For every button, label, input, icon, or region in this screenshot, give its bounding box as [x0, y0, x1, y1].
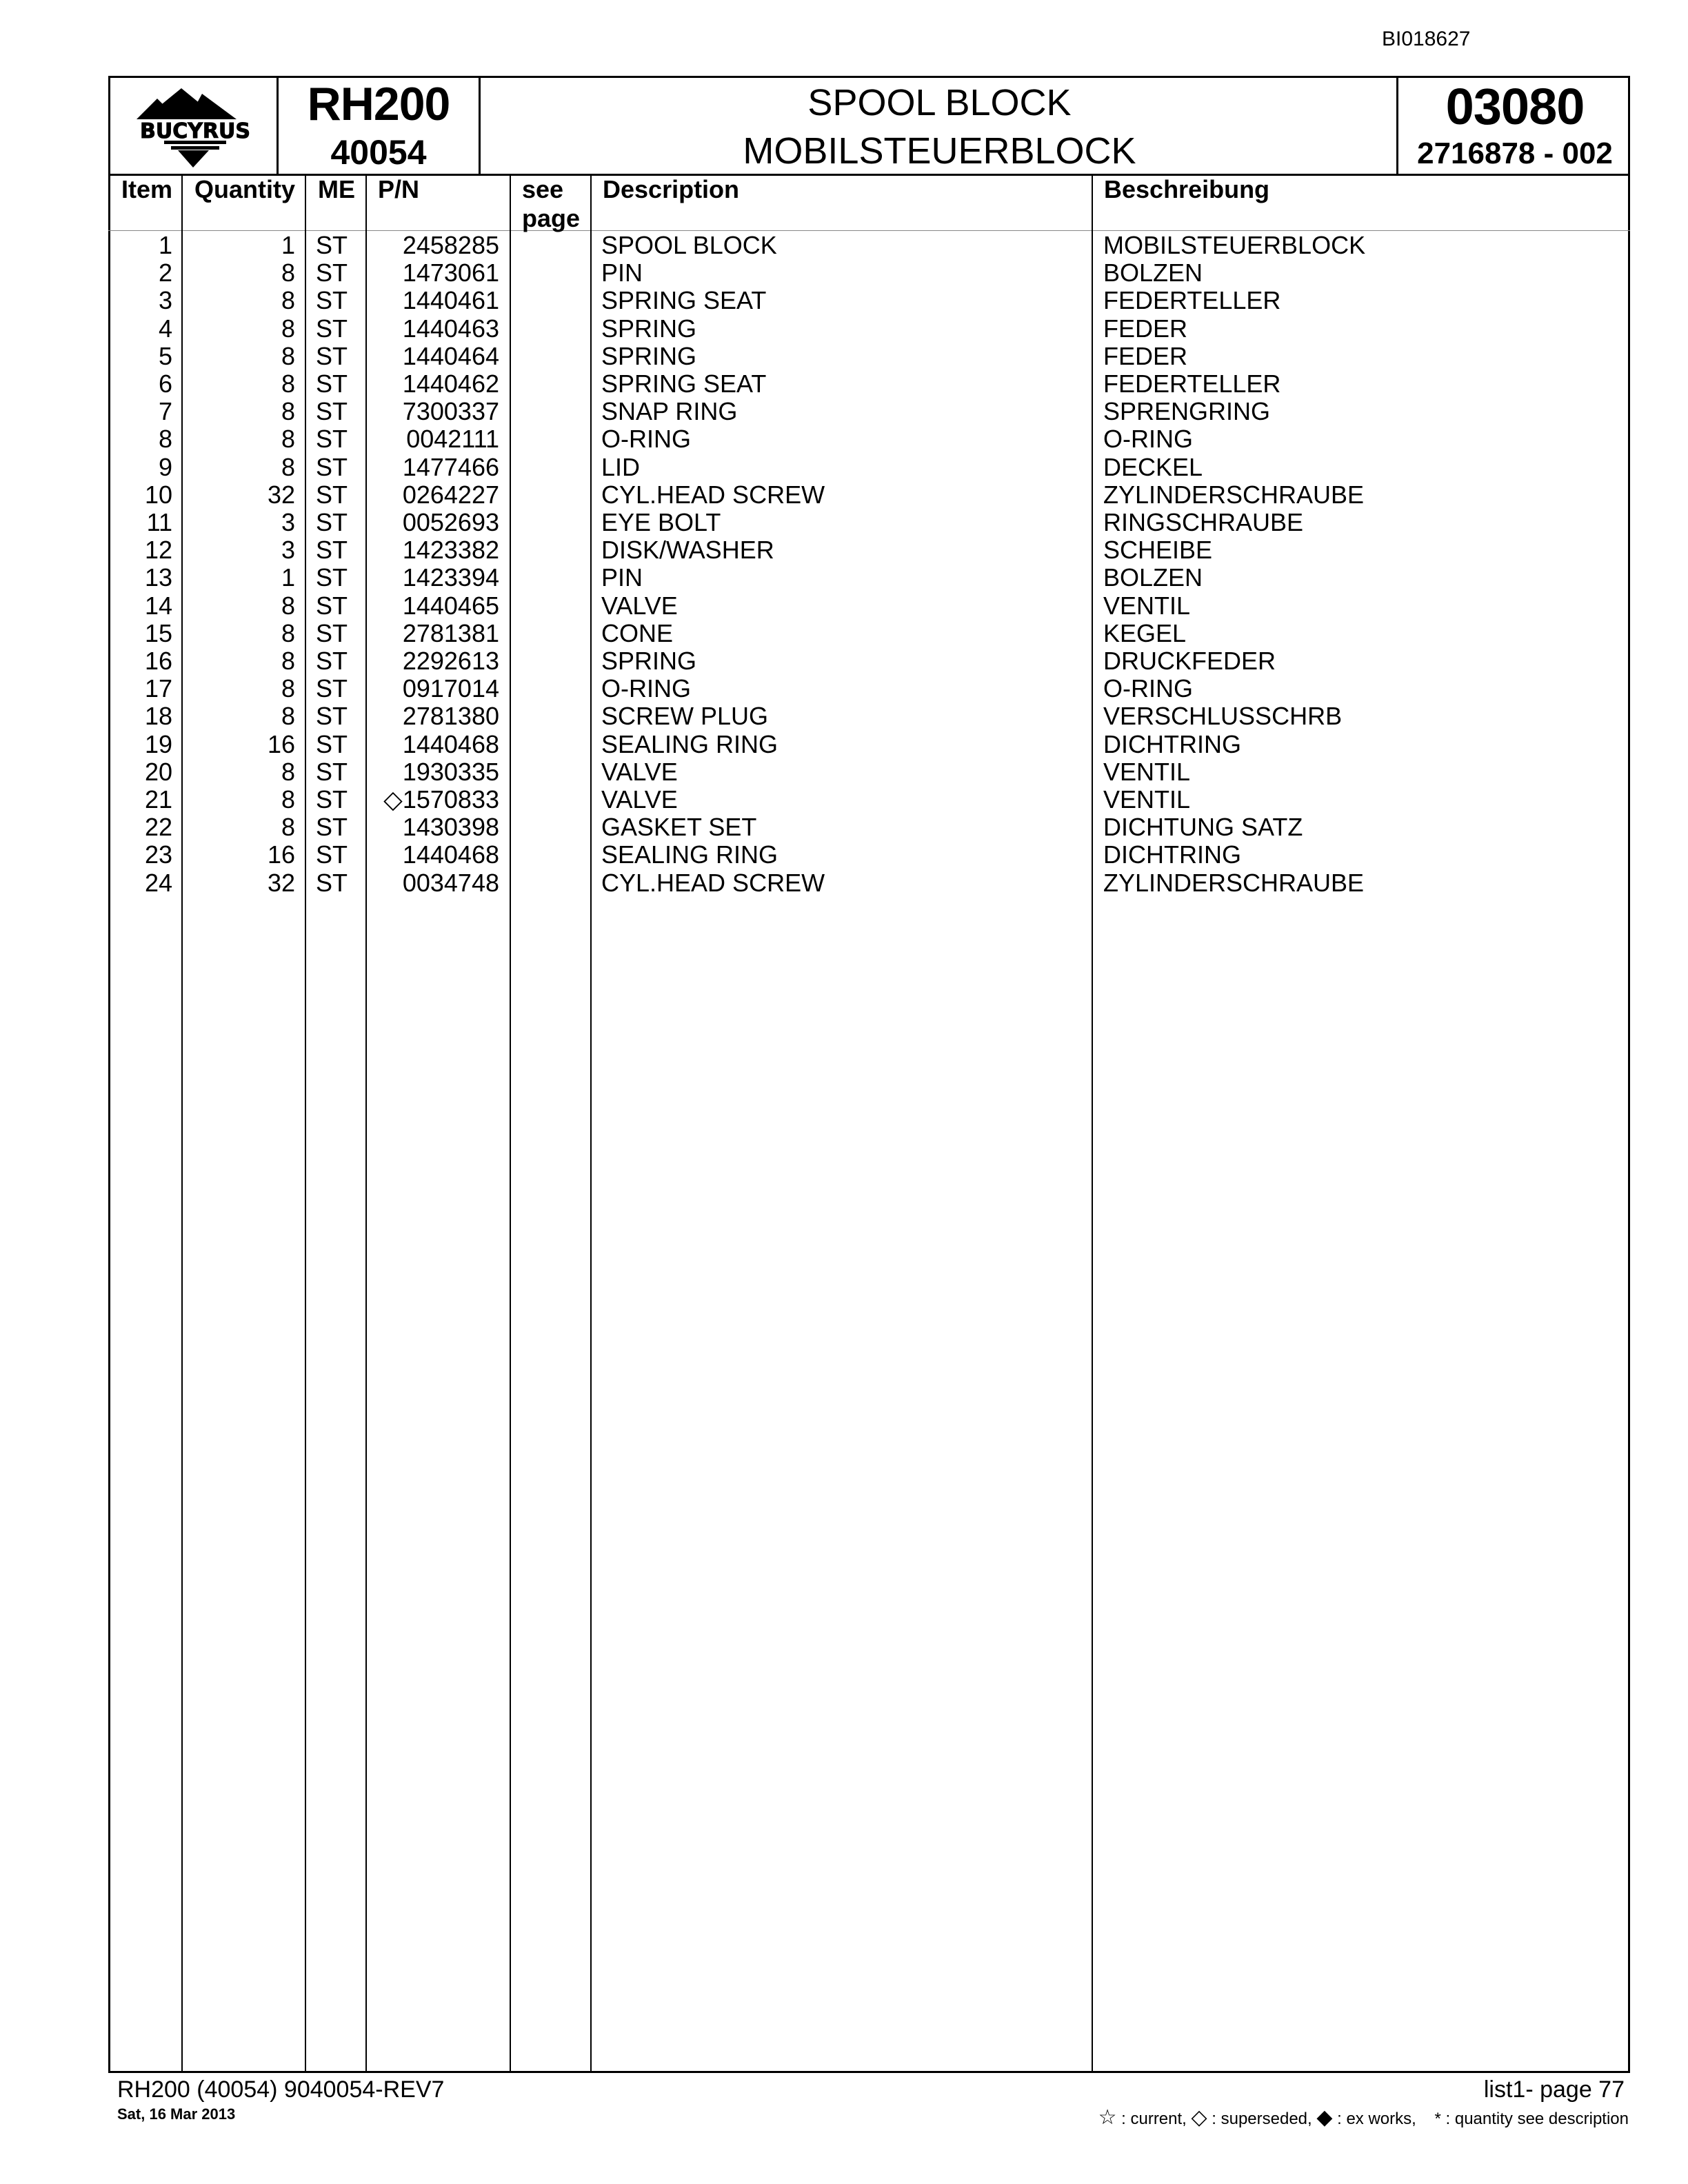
cell-pn: 1930335 — [402, 757, 499, 786]
cell-pn: 0042111 — [406, 425, 499, 454]
cell-pn: 2292613 — [402, 647, 499, 675]
cell-description: PIN — [601, 259, 643, 287]
column-header-see: see — [522, 175, 564, 203]
cell-item: 6 — [158, 370, 172, 398]
cell-description: SPRING — [601, 647, 697, 675]
cell-item: 8 — [158, 425, 172, 454]
cell-me: ST — [316, 425, 348, 454]
cell-description: SPRING SEAT — [601, 370, 767, 398]
cell-pn: 1440468 — [402, 840, 499, 869]
cell-pn: 0034748 — [402, 868, 499, 897]
cell-description: LID — [601, 452, 641, 481]
cell-me: ST — [316, 647, 348, 675]
header-divider — [1396, 76, 1398, 175]
title-german: MOBILSTEUERBLOCK — [743, 130, 1136, 172]
cell-me: ST — [316, 480, 348, 509]
cell-quantity: 8 — [281, 397, 295, 426]
column-header-pn: P/N — [378, 175, 420, 203]
cell-item: 11 — [146, 508, 172, 536]
cell-me: ST — [316, 341, 348, 370]
cell-beschreibung: DICHTRING — [1103, 840, 1241, 869]
bucyrus-logo — [116, 81, 274, 170]
column-header-item: Item — [121, 175, 173, 203]
cell-pn: 2781380 — [402, 702, 499, 731]
cell-me: ST — [316, 785, 348, 813]
cell-quantity: 8 — [281, 370, 295, 398]
cell-pn: 0917014 — [402, 674, 499, 703]
cell-item: 12 — [144, 536, 172, 565]
filled-diamond-icon: ◆ — [1316, 2106, 1333, 2129]
cell-pn: 7300337 — [402, 397, 499, 426]
cell-description: DISK/WASHER — [601, 536, 774, 565]
cell-pn: 1423382 — [402, 536, 499, 565]
cell-item: 10 — [144, 480, 172, 509]
cell-quantity: 16 — [267, 840, 295, 869]
cell-pn: 1473061 — [402, 259, 499, 287]
model-number: RH200 — [307, 78, 450, 130]
cell-me: ST — [316, 757, 348, 786]
cell-quantity: 1 — [281, 563, 295, 592]
cell-description: CYL.HEAD SCREW — [601, 868, 825, 897]
cell-beschreibung: BOLZEN — [1103, 259, 1203, 287]
cell-beschreibung: FEDERTELLER — [1103, 370, 1281, 398]
cell-me: ST — [316, 563, 348, 592]
cell-beschreibung: SCHEIBE — [1103, 536, 1213, 565]
cell-description: SPRING — [601, 341, 697, 370]
cell-quantity: 8 — [281, 314, 295, 343]
cell-item: 14 — [144, 591, 172, 620]
cell-description: SNAP RING — [601, 397, 738, 426]
cell-pn: 1440465 — [402, 591, 499, 620]
cell-beschreibung: DICHTRING — [1103, 729, 1241, 758]
cell-beschreibung: FEDER — [1103, 341, 1188, 370]
column-header-beschreibung: Beschreibung — [1104, 175, 1270, 203]
cell-item: 1 — [158, 231, 172, 259]
footer-date: Sat, 16 Mar 2013 — [117, 2105, 236, 2123]
cell-me: ST — [316, 674, 348, 703]
cell-quantity: 8 — [281, 286, 295, 315]
title-english: SPOOL BLOCK — [807, 82, 1072, 123]
legend-superseded: : superseded, — [1212, 2110, 1312, 2128]
cell-beschreibung: VENTIL — [1103, 591, 1191, 620]
cell-description: SEALING RING — [601, 729, 778, 758]
cell-quantity: 3 — [281, 536, 295, 565]
cell-me: ST — [316, 231, 348, 259]
cell-beschreibung: MOBILSTEUERBLOCK — [1103, 231, 1366, 259]
cell-beschreibung: VENTIL — [1103, 757, 1191, 786]
cell-item: 7 — [158, 397, 172, 426]
cell-description: SPRING SEAT — [601, 286, 767, 315]
cell-pn: 1440462 — [402, 370, 499, 398]
cell-me: ST — [316, 729, 348, 758]
cell-me: ST — [316, 286, 348, 315]
cell-description: VALVE — [601, 591, 678, 620]
cell-pn: 0052693 — [402, 508, 499, 536]
cell-description: O-RING — [601, 425, 691, 454]
cell-pn: ◇1570833 — [383, 785, 499, 813]
cell-item: 20 — [144, 757, 172, 786]
cell-beschreibung: BOLZEN — [1103, 563, 1203, 592]
cell-me: ST — [316, 618, 348, 647]
column-header-description: Description — [603, 175, 740, 203]
cell-me: ST — [316, 452, 348, 481]
cell-beschreibung: FEDER — [1103, 314, 1188, 343]
cell-me: ST — [316, 591, 348, 620]
cell-pn: 1440464 — [402, 341, 499, 370]
cell-quantity: 8 — [281, 647, 295, 675]
cell-description: O-RING — [601, 674, 691, 703]
cell-me: ST — [316, 370, 348, 398]
cell-beschreibung: DRUCKFEDER — [1103, 647, 1276, 675]
cell-quantity: 8 — [281, 757, 295, 786]
group-number: 03080 — [1445, 78, 1585, 135]
cell-item: 3 — [158, 286, 172, 315]
column-divider — [305, 175, 306, 2072]
cell-quantity: 16 — [267, 729, 295, 758]
column-divider — [365, 175, 367, 2072]
cell-me: ST — [316, 314, 348, 343]
cell-item: 15 — [144, 618, 172, 647]
cell-beschreibung: O-RING — [1103, 674, 1193, 703]
cell-beschreibung: DECKEL — [1103, 452, 1203, 481]
cell-description: VALVE — [601, 757, 678, 786]
cell-description: SEALING RING — [601, 840, 778, 869]
star-icon: ☆ — [1098, 2106, 1117, 2129]
cell-me: ST — [316, 259, 348, 287]
cell-description: PIN — [601, 563, 643, 592]
svg-text:BUCYRUS: BUCYRUS — [139, 119, 251, 143]
footer-model-revision: RH200 (40054) 9040054-REV7 — [117, 2076, 445, 2103]
legend-current: : current, — [1121, 2110, 1187, 2128]
cell-beschreibung: VENTIL — [1103, 785, 1191, 813]
cell-me: ST — [316, 397, 348, 426]
cell-me: ST — [316, 813, 348, 842]
cell-description: GASKET SET — [601, 813, 757, 842]
cell-beschreibung: ZYLINDERSCHRAUBE — [1103, 868, 1365, 897]
cell-quantity: 1 — [281, 231, 295, 259]
cell-beschreibung: RINGSCHRAUBE — [1103, 508, 1304, 536]
column-header-quantity: Quantity — [194, 175, 296, 203]
cell-description: SCREW PLUG — [601, 702, 769, 731]
cell-description: CYL.HEAD SCREW — [601, 480, 825, 509]
cell-quantity: 8 — [281, 591, 295, 620]
legend-ex-works: : ex works, — [1337, 2110, 1416, 2128]
cell-me: ST — [316, 702, 348, 731]
cell-description: CONE — [601, 618, 674, 647]
drawing-number: 2716878 - 002 — [1417, 136, 1613, 170]
footer-page-number: list1- page 77 — [1483, 2076, 1625, 2103]
cell-quantity: 8 — [281, 674, 295, 703]
cell-pn: 1430398 — [402, 813, 499, 842]
cell-me: ST — [316, 536, 348, 565]
cell-quantity: 8 — [281, 813, 295, 842]
cell-item: 18 — [144, 702, 172, 731]
cell-pn: 1477466 — [402, 452, 499, 481]
cell-item: 19 — [144, 729, 172, 758]
cell-pn: 1440468 — [402, 729, 499, 758]
cell-item: 5 — [158, 341, 172, 370]
cell-beschreibung: SPRENGRING — [1103, 397, 1271, 426]
cell-description: SPRING — [601, 314, 697, 343]
header-divider — [479, 76, 481, 175]
column-header-me: ME — [318, 175, 355, 203]
cell-quantity: 32 — [267, 480, 295, 509]
cell-pn: 2781381 — [402, 618, 499, 647]
cell-description: SPOOL BLOCK — [601, 231, 777, 259]
cell-item: 16 — [144, 647, 172, 675]
cell-item: 17 — [144, 674, 172, 703]
cell-pn: 0264227 — [402, 480, 499, 509]
column-divider — [1092, 175, 1093, 2072]
column-divider — [590, 175, 592, 2072]
cell-item: 4 — [158, 314, 172, 343]
cell-quantity: 8 — [281, 618, 295, 647]
cell-pn: 1440461 — [402, 286, 499, 315]
cell-item: 13 — [144, 563, 172, 592]
cell-quantity: 8 — [281, 785, 295, 813]
cell-quantity: 3 — [281, 508, 295, 536]
cell-quantity: 32 — [267, 868, 295, 897]
cell-me: ST — [316, 508, 348, 536]
hollow-diamond-icon: ◇ — [1191, 2106, 1207, 2129]
cell-description: VALVE — [601, 785, 678, 813]
cell-item: 9 — [158, 452, 172, 481]
cell-quantity: 8 — [281, 702, 295, 731]
cell-item: 21 — [144, 785, 172, 813]
cell-beschreibung: ZYLINDERSCHRAUBE — [1103, 480, 1365, 509]
cell-beschreibung: KEGEL — [1103, 618, 1187, 647]
cell-pn: 1423394 — [402, 563, 499, 592]
cell-item: 23 — [144, 840, 172, 869]
document-id: BI018627 — [1382, 28, 1471, 50]
cell-beschreibung: O-RING — [1103, 425, 1193, 454]
cell-item: 2 — [158, 259, 172, 287]
cell-me: ST — [316, 868, 348, 897]
cell-pn: 1440463 — [402, 314, 499, 343]
serial-number: 40054 — [330, 133, 427, 172]
legend-quantity: * : quantity see description — [1434, 2110, 1629, 2128]
cell-quantity: 8 — [281, 425, 295, 454]
cell-beschreibung: DICHTUNG SATZ — [1103, 813, 1303, 842]
symbol-legend — [1098, 2105, 1629, 2130]
cell-pn: 2458285 — [402, 231, 499, 259]
cell-me: ST — [316, 840, 348, 869]
column-divider — [510, 175, 511, 2072]
column-divider — [181, 175, 183, 2072]
cell-quantity: 8 — [281, 259, 295, 287]
cell-beschreibung: VERSCHLUSSCHRB — [1103, 702, 1343, 731]
cell-item: 22 — [144, 813, 172, 842]
column-header-page: page — [522, 204, 581, 232]
cell-description: EYE BOLT — [601, 508, 721, 536]
cell-quantity: 8 — [281, 341, 295, 370]
cell-beschreibung: FEDERTELLER — [1103, 286, 1281, 315]
cell-quantity: 8 — [281, 452, 295, 481]
cell-item: 24 — [144, 868, 172, 897]
